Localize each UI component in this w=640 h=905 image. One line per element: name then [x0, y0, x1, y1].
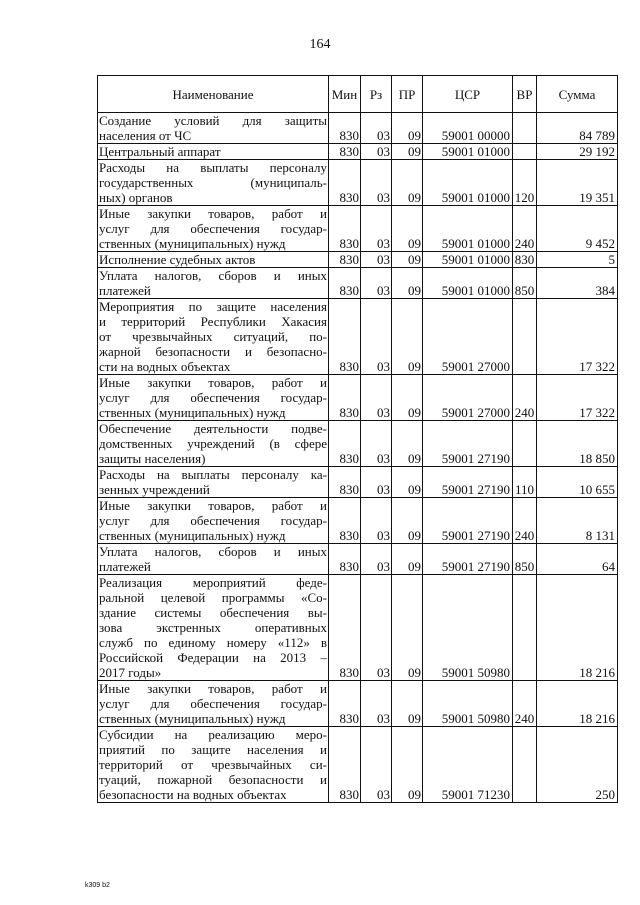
row-vr: 120	[513, 160, 537, 206]
header-csr: ЦСР	[423, 76, 513, 113]
row-vr	[513, 727, 537, 803]
row-name-line: ственных (муниципальных) нужд	[99, 405, 286, 420]
row-min: 830	[329, 206, 361, 252]
row-name-line: платежей	[99, 283, 151, 298]
row-name	[98, 575, 329, 681]
row-rz: 03	[361, 268, 392, 299]
row-csr: 59001 71230	[423, 727, 513, 803]
row-vr: 830	[513, 252, 537, 268]
row-name-line: здание системы обеспечения вы-	[99, 605, 327, 620]
row-pr: 09	[392, 144, 423, 160]
row-min: 830	[329, 681, 361, 727]
row-vr	[513, 113, 537, 144]
table-row	[98, 206, 618, 252]
row-vr	[513, 575, 537, 681]
row-sum: 18 850	[537, 421, 618, 467]
table-row	[98, 299, 618, 375]
header-sum: Сумма	[537, 76, 618, 113]
row-min: 830	[329, 113, 361, 144]
row-name-line: ственных (муниципальных) нужд	[99, 236, 286, 251]
row-vr: 240	[513, 498, 537, 544]
row-vr: 240	[513, 206, 537, 252]
row-min: 830	[329, 252, 361, 268]
row-sum: 19 351	[537, 160, 618, 206]
row-name-line: Иные закупки товаров, работ и	[99, 681, 327, 696]
row-sum: 64	[537, 544, 618, 575]
row-rz: 03	[361, 160, 392, 206]
row-name-line: ральной целевой программы «Со-	[99, 590, 327, 605]
row-csr: 59001 27000	[423, 375, 513, 421]
row-rz: 03	[361, 467, 392, 498]
row-rz: 03	[361, 575, 392, 681]
row-sum: 18 216	[537, 681, 618, 727]
row-rz: 03	[361, 299, 392, 375]
row-pr: 09	[392, 299, 423, 375]
row-name	[98, 113, 329, 144]
row-csr: 59001 27190	[423, 421, 513, 467]
row-pr: 09	[392, 160, 423, 206]
row-csr: 59001 50980	[423, 575, 513, 681]
row-name-line: населения от ЧС	[99, 128, 192, 143]
table-row	[98, 113, 618, 144]
row-vr: 850	[513, 544, 537, 575]
row-vr: 110	[513, 467, 537, 498]
row-name-line: ных) органов	[99, 190, 173, 205]
row-csr: 59001 01000	[423, 206, 513, 252]
row-name	[98, 727, 329, 803]
row-sum: 84 789	[537, 113, 618, 144]
row-name-line: услуг для обеспечения государ-	[99, 696, 327, 711]
table-row	[98, 160, 618, 206]
row-name	[98, 268, 329, 299]
row-rz: 03	[361, 544, 392, 575]
row-sum: 18 216	[537, 575, 618, 681]
row-name-line: услуг для обеспечения государ-	[99, 390, 327, 405]
row-name-line: услуг для обеспечения государ-	[99, 513, 327, 528]
row-name	[98, 375, 329, 421]
table-body	[98, 113, 618, 803]
row-name	[98, 467, 329, 498]
row-name-line: Создание условий для защиты	[99, 113, 327, 128]
row-vr	[513, 299, 537, 375]
row-min: 830	[329, 160, 361, 206]
table-row	[98, 544, 618, 575]
row-rz: 03	[361, 498, 392, 544]
row-name-line: Мероприятия по защите населения	[99, 299, 327, 314]
row-name-line: ственных (муниципальных) нужд	[99, 528, 286, 543]
row-sum: 384	[537, 268, 618, 299]
row-name-line: государственных (муниципаль-	[99, 175, 327, 190]
row-vr	[513, 421, 537, 467]
row-min: 830	[329, 467, 361, 498]
row-pr: 09	[392, 498, 423, 544]
row-name-line: Уплата налогов, сборов и иных	[99, 268, 327, 283]
row-pr: 09	[392, 113, 423, 144]
row-name-line: Российской Федерации на 2013 –	[99, 650, 327, 665]
row-pr: 09	[392, 206, 423, 252]
row-rz: 03	[361, 144, 392, 160]
row-name-line: приятий по защите населения и	[99, 742, 327, 757]
row-pr: 09	[392, 727, 423, 803]
row-name-line: Центральный аппарат	[99, 144, 221, 159]
table-row	[98, 727, 618, 803]
row-sum: 10 655	[537, 467, 618, 498]
row-rz: 03	[361, 681, 392, 727]
table-row	[98, 375, 618, 421]
row-name-line: защиты населения)	[99, 451, 206, 466]
row-sum: 29 192	[537, 144, 618, 160]
table-header-row	[98, 76, 618, 113]
row-name-line: Иные закупки товаров, работ и	[99, 375, 327, 390]
row-pr: 09	[392, 268, 423, 299]
row-name-line: ственных (муниципальных) нужд	[99, 711, 286, 726]
table-row	[98, 498, 618, 544]
row-name-line: и территорий Республики Хакасия	[99, 314, 327, 329]
table-row	[98, 421, 618, 467]
row-rz: 03	[361, 113, 392, 144]
row-sum: 5	[537, 252, 618, 268]
row-min: 830	[329, 375, 361, 421]
page-number: 164	[309, 37, 331, 52]
row-csr: 59001 01000	[423, 252, 513, 268]
row-name	[98, 206, 329, 252]
row-name-line: зенных учреждений	[99, 482, 210, 497]
table-row	[98, 575, 618, 681]
row-name-line: 2017 годы»	[99, 665, 162, 680]
row-rz: 03	[361, 206, 392, 252]
row-csr: 59001 27190	[423, 544, 513, 575]
row-rz: 03	[361, 375, 392, 421]
row-name-line: Расходы на выплаты персоналу ка-	[99, 467, 327, 482]
header-pr: ПР	[392, 76, 423, 113]
table-row	[98, 252, 618, 268]
row-csr: 59001 27000	[423, 299, 513, 375]
row-name-line: служб по единому номеру «112» в	[99, 635, 327, 650]
row-name	[98, 681, 329, 727]
budget-table	[97, 75, 618, 803]
row-name-line: Субсидии на реализацию меро-	[99, 727, 327, 742]
row-csr: 59001 00000	[423, 113, 513, 144]
table-row	[98, 681, 618, 727]
row-csr: 59001 01000	[423, 160, 513, 206]
row-rz: 03	[361, 727, 392, 803]
row-pr: 09	[392, 421, 423, 467]
row-min: 830	[329, 575, 361, 681]
row-name-line: от чрезвычайных ситуаций, по-	[99, 329, 327, 344]
row-name-line: Уплата налогов, сборов и иных	[99, 544, 327, 559]
row-vr: 850	[513, 268, 537, 299]
row-name	[98, 144, 329, 160]
row-pr: 09	[392, 681, 423, 727]
row-sum: 17 322	[537, 375, 618, 421]
row-rz: 03	[361, 252, 392, 268]
row-pr: 09	[392, 544, 423, 575]
row-sum: 8 131	[537, 498, 618, 544]
row-name	[98, 421, 329, 467]
row-pr: 09	[392, 575, 423, 681]
row-csr: 59001 01000	[423, 144, 513, 160]
row-name-line: услуг для обеспечения государ-	[99, 221, 327, 236]
row-sum: 9 452	[537, 206, 618, 252]
header-min: Мин	[329, 76, 361, 113]
table-row	[98, 144, 618, 160]
row-name	[98, 498, 329, 544]
row-name-line: Иные закупки товаров, работ и	[99, 206, 327, 221]
row-name-line: платежей	[99, 559, 151, 574]
row-name-line: безопасности на водных объектах	[99, 787, 287, 802]
row-name	[98, 160, 329, 206]
row-csr: 59001 27190	[423, 467, 513, 498]
row-pr: 09	[392, 252, 423, 268]
header-name: Наименование	[98, 76, 329, 113]
row-pr: 09	[392, 467, 423, 498]
row-name-line: Иные закупки товаров, работ и	[99, 498, 327, 513]
row-sum: 250	[537, 727, 618, 803]
row-name-line: Исполнение судебных актов	[99, 252, 256, 267]
table-row	[98, 467, 618, 498]
row-vr: 240	[513, 681, 537, 727]
row-min: 830	[329, 299, 361, 375]
row-min: 830	[329, 421, 361, 467]
row-name	[98, 299, 329, 375]
row-min: 830	[329, 727, 361, 803]
row-name-line: Расходы на выплаты персоналу	[99, 160, 327, 175]
row-name-line: туаций, пожарной безопасности и	[99, 772, 327, 787]
row-name-line: зова экстренных оперативных	[99, 620, 327, 635]
row-name-line: Обеспечение деятельности подве-	[99, 421, 327, 436]
footer-code: k309 b2	[85, 882, 110, 889]
header-vr: ВР	[513, 76, 537, 113]
table-row	[98, 268, 618, 299]
row-min: 830	[329, 498, 361, 544]
header-rz: Рз	[361, 76, 392, 113]
row-min: 830	[329, 144, 361, 160]
row-csr: 59001 27190	[423, 498, 513, 544]
row-name-line: территорий от чрезвычайных си-	[99, 757, 327, 772]
row-min: 830	[329, 544, 361, 575]
row-name-line: сти на водных объектах	[99, 359, 231, 374]
row-vr: 240	[513, 375, 537, 421]
row-csr: 59001 01000	[423, 268, 513, 299]
row-name	[98, 544, 329, 575]
row-vr	[513, 144, 537, 160]
row-name-line: Реализация мероприятий феде-	[99, 575, 327, 590]
row-name-line: жарной безопасности и безопасно-	[99, 344, 327, 359]
row-min: 830	[329, 268, 361, 299]
row-name	[98, 252, 329, 268]
row-sum: 17 322	[537, 299, 618, 375]
row-name-line: домственных учреждений (в сфере	[99, 436, 327, 451]
row-rz: 03	[361, 421, 392, 467]
row-csr: 59001 50980	[423, 681, 513, 727]
row-pr: 09	[392, 375, 423, 421]
